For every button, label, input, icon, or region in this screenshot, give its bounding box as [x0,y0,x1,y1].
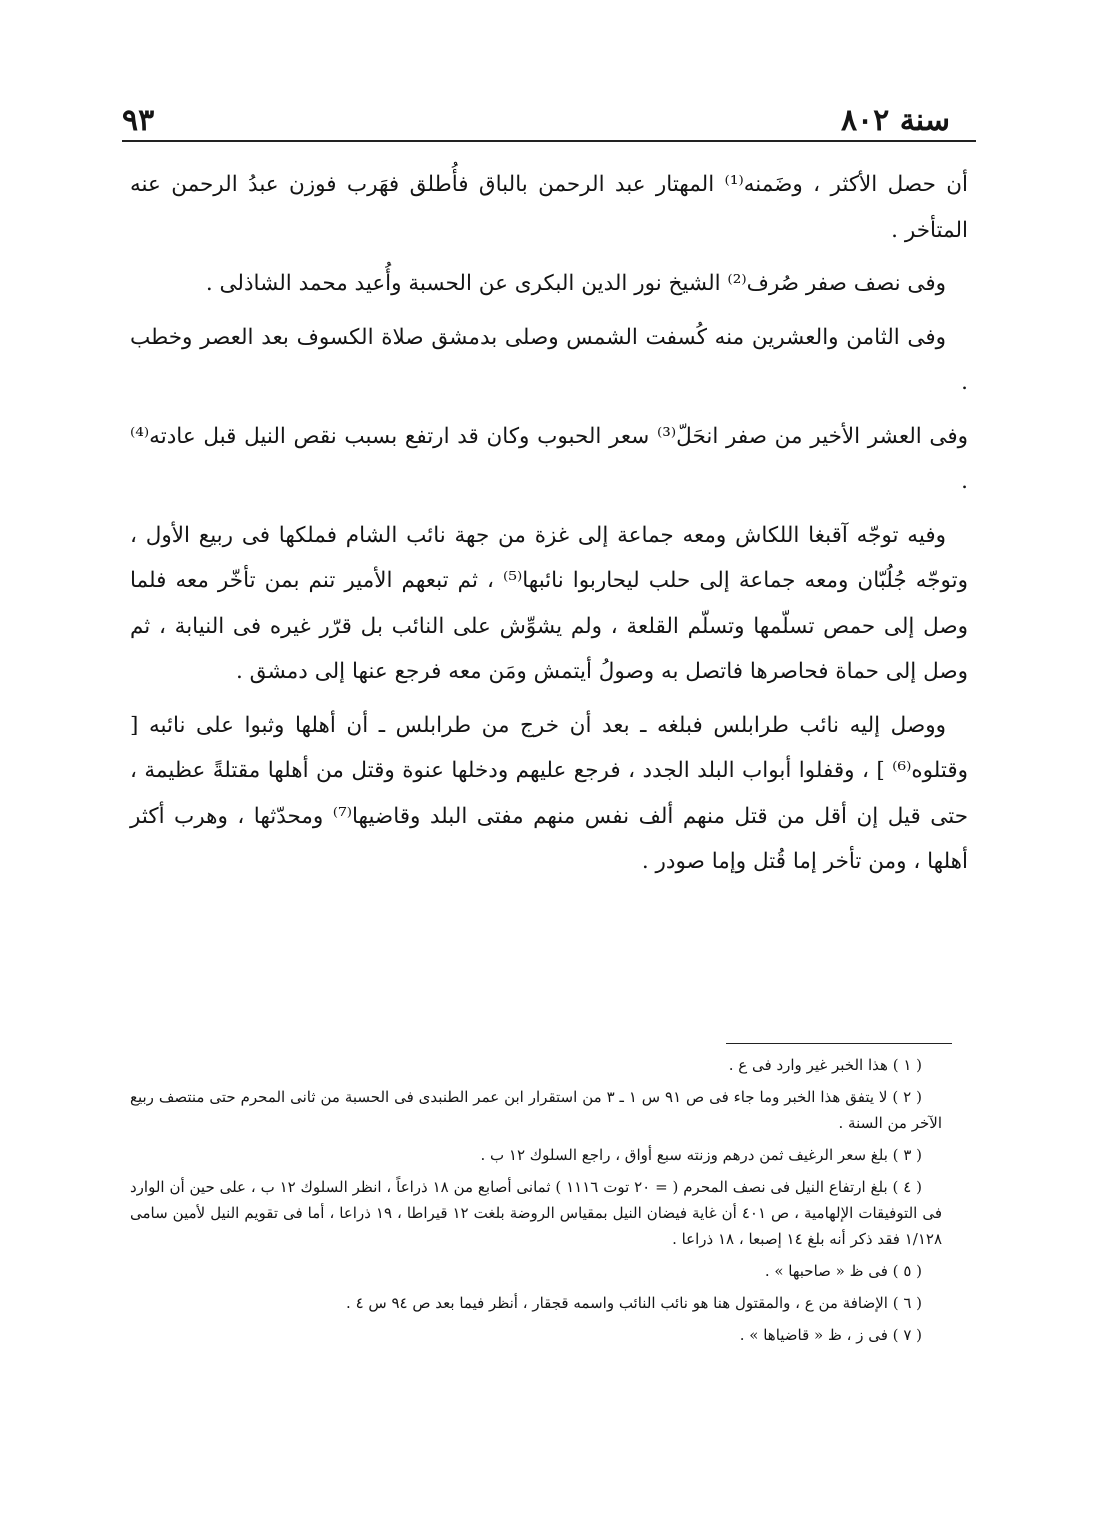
paragraph: أن حصل الأكثر ، وضَمنه⁽¹⁾ المهتار عبد الرحمن بالباق فأُطلق فهَرب فوزن عبدُ الرحمن عنه المتأخر . [130,172,968,243]
paragraph: وفى نصف صفر صُرف⁽²⁾ الشيخ نور الدين البكرى عن الحسبة وأُعيد محمد الشاذلى . [205,271,946,296]
paragraph: ووصل إليه نائب طرابلس فبلغه ـ بعد أن خرج من طرابلس ـ أن أهلها وثبوا على نائبه [ وقتلوه⁽⁶⁾ ] ، وقفلوا أبواب البلد الجدد ، فرجع عليهم ودخلها عنوة وقتل من أهلها مقتلةً عظيمة ، حتى قيل إن أقل من قتل منهم ألف نفس منهم مفتى البلد وقاضيها⁽⁷⁾ ومحدّثها ، وهرب أكثر أهلها ، ومن تأخر إما قُتل وإما صودر . [130,712,968,874]
footnotes [130,1052,942,1354]
footnote: ( ٣ ) بلغ سعر الرغيف ثمن درهم وزنته سبع أواق ، راجع السلوك ١٢ ب . [480,1146,922,1164]
main-text [130,162,968,893]
paragraph: وفى العشر الأخير من صفر انحَلّ⁽³⁾ سعر الحبوب وكان قد ارتفع بسبب نقص النيل قبل عادته⁽⁴⁾ . [130,423,968,494]
footnote-rule [726,1043,952,1044]
header-rule [122,140,976,142]
footnote: ( ٥ ) فى ظ « صاحبها » . [764,1262,922,1280]
footnote: ( ٢ ) لا يتفق هذا الخبر وما جاء فى ص ٩١ س ١ ـ ٣ من استقرار ابن عمر الطنبدى فى الحسبة من ثانى المحرم حتى منتصف ربيع الآخر من السنة . [130,1088,942,1132]
page-number: ٩٣ [122,103,155,138]
footnote: ( ١ ) هذا الخبر غير وارد فى ع . [728,1056,922,1074]
page-header [122,88,950,138]
footnote: ( ٦ ) الإضافة من ع ، والمقتول هنا هو نائب النائب واسمه قجقار ، أنظر فيما بعد ص ٩٤ س ٤ . [346,1294,922,1312]
running-title: سنة ٨٠٢ [840,103,950,138]
footnote: ( ٤ ) بلغ ارتفاع النيل فى نصف المحرم ( = ٢٠ توت ١١١٦ ) ثمانى أصابع من ١٨ ذراعاً ، انظر السلوك ١٢ ب ، على حين أن الوارد فى التوفيقات الإلهامية ، ص ٤٠١ أن غاية فيضان النيل بمقياس الروضة بلغت ١٢ قيراطا ، ١٩ ذراعا ، أما فى تقويم النيل لأمين سامى ١/١٢٨ فقد ذكر أنه بلغ ١٤ إصبعا ، ١٨ ذراعا . [130,1178,942,1248]
paragraph: وفيه توجّه آقبغا اللكاش ومعه جماعة إلى غزة من جهة نائب الشام فملكها فى ربيع الأول ، وتوجّه جُلُبّان ومعه جماعة إلى حلب ليحاربوا نائبها⁽⁵⁾ ، ثم تبعهم الأمير تنم بمن تأخّر معه فلما وصل إلى حمص تسلّمها وتسلّم القلعة ، ولم يشوِّش على النائب بل قرّر غيره فى النيابة ، ثم وصل إلى حماة فحاصرها فاتصل به وصولُ أيتمش ومَن معه فرجع عنها إلى دمشق . [130,522,968,684]
paragraph: وفى الثامن والعشرين منه كُسفت الشمس وصلى بدمشق صلاة الكسوف بعد العصر وخطب . [130,324,968,395]
footnote: ( ٧ ) فى ز ، ظ « قاضياها » . [739,1326,922,1344]
